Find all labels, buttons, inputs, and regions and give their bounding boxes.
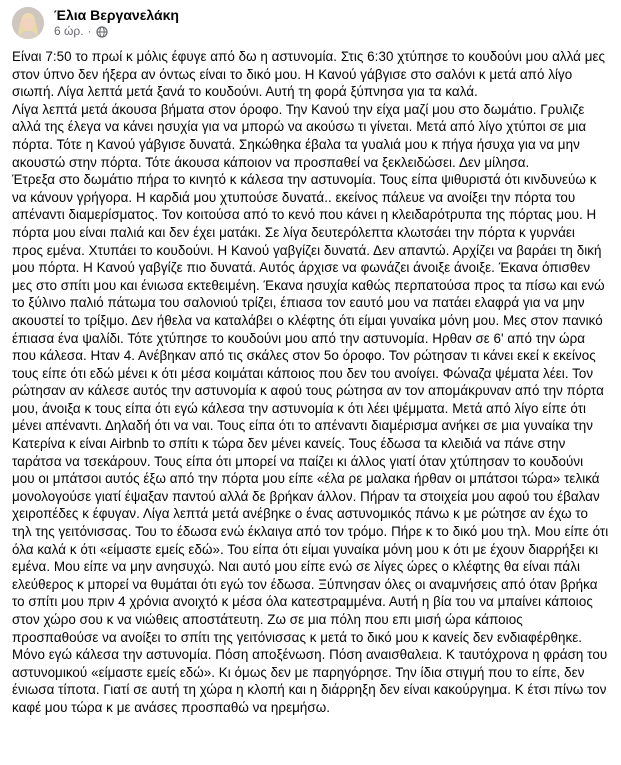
avatar[interactable] (12, 7, 44, 39)
avatar-image (12, 7, 44, 39)
globe-icon[interactable] (96, 26, 108, 38)
post-paragraph: Έτρεξα στο δωμάτιο πήρα το κινητό κ κάλεσα την αστυνομία. Τους είπα ψιθυριστά ότι κινδυνεύω κ να κάνουν γρήγορα. Η καρδιά μου χτυπούσε δυνατά.. εκείνος πάλευε να ανοίξει την πόρτα του απέναντι διαμερίσματος. Τον κοιτούσα από το κενό που κάνει η κλειδαρότρυπα της πόρτας μου. Η πόρτα μου είναι παλιά και δεν έχει ματάκι. Σε λίγα δευτερόλεπτα κλωτσάει την πόρτα κ γυρνάει προς εμένα. Χτυπάει το κουδούνι. Η Κανού γαβγίζει δυνατά. Δεν απαντώ. Αρχίζει να βαράει τη δική μου πόρτα. Η Κανού γαβγίζε πιο δυνατά. Αυτός άρχισε να φωνάζει άνοιξε άνοιξε. Έκανα όπισθεν μες στο σπίτι μου και ένιωσα εκτεθειμένη. Έκανα ησυχία καθώς περπατούσα προς τα πίσω και ενώ το ξύλινο παλιό πάτωμα του σαλονιού τρίζει, έπιασα τον εαυτό μου να πατάει ελαφρά για να μην ακουστεί το τρίξιμο. Δεν ήθελα να καταλάβει ο κλέφτης ότι είμαι γυναίκα μόνη μου. Μες στον πανικό έπιασα ένα ψαλίδι. Τότε χτύπησε το κουδούνι μου από την αστυνομία. Ηρθαν σε 6' από την ώρα που κάλεσα. Ηταν 4. Ανέβηκαν από τις σκάλες στον 5ο όροφο. Τον ρώτησαν τι κάνει εκεί κ εκείνος τους είπε ότι εδώ μένει κ ότι μέσα κοιμάται κάποιος που δεν του ανοίγει. Φώναζα ψέματα λέει. Τον ρώτησαν αν κάλεσε αυτός την αστυνομία κ αφού τους ρώτησα αν τον απομάκρυναν από την πόρτα μου, άνοιξα κ τους είπα ότι εγώ κάλεσα την αστυνομία κ ότι λέει ψέμματα. Μετά από λίγο είπε ότι μένει απέναντι. Δηλαδή ότι να ναι. Τους είπα ότι το απέναντι διαμέρισμα ανήκει σε μια γυναίκα την Κατερίνα κ είναι Airbnb το σπίτι κ τώρα δεν μένει κανείς. Τους έδωσα τα κλειδιά να πάνε στην ταράτσα να τσεκάρουν. Τους είπα ότι μπορεί να παίζει κι άλλος γιατί όταν χτύπησαν το κουδούνι μου οι μπάτσοι αυτός έξω από την πόρτα μου είπε «έλα ρε μαλακα ήρθαν οι μπάτσοι τώρα» τελικά μονολογούσε γιατί έψαξαν παντού αλλά δε βρήκαν άλλον. Πήραν τα στοιχεία μου αφού του έβαλαν χειροπέδες κ έφυγαν. Λίγα λεπτά μετά ανέβηκε ο ένας αστυνομικός πάνω κ με ρώτησε αν έχω το τηλ της γειτόνισσας. Του το έδωσα ενώ έκλαιγα από τον τρόμο. Πήρε κ το δικό μου τηλ. Μου είπε ότι όλα καλά κ ότι «είμαστε εμείς εδώ». Του είπα ότι είμαι γυναίκα μόνη μου κ ότι με έχουν διαρρήξει κι εμένα. Μου είπε να μην ανησυχώ. Ναι αυτό μου είπε ενώ σε λίγες ώρες ο κλέφτης θα είναι πάλι ελεύθερος κ μπορεί να θυμάται ότι εγώ τον έδωσα. Ξύπνησαν όλες οι αναμνήσεις από όταν βρήκα το σπίτι μου πριν 4 χρόνια ανοιχτό κ μέσα όλα κατεστραμμένα. Αυτή η βία του να μπαίνει κάποιος στον χώρο σου κ να νιώθεις αποστάτευτη. Ζω σε μια πόλη που επι μισή ώρα κάποιος προσπαθούσε να ανοίξει το σπίτι της γειτόνισσας κ μετά το δικό μου κ κανείς δεν ενδιαφέρθηκε. Μόνο εγώ κάλεσα την αστυνομία. Πόση αποξένωση. Πόση αναισθαλεια. Κ ταυτόχρονα η φράση του αστυνομικού «είμαστε εμείς εδώ». Κι όμως δεν με παρηγόρησε. Την ίδια στιγμή που το είπε, δεν ένιωσα τίποτα. Γιατί σε αυτή τη χώρα η κλοπή και η διάρρηξη δεν είναι κακούργημα. Κ έτσι πίνω τον καφέ μου τώρα κ με ανάσες προσπαθώ να ηρεμήσω. (12, 172, 609, 715)
post-subline (54, 25, 179, 38)
post-paragraph: Λίγα λεπτά μετά άκουσα βήματα στον όροφο. Την Κανού την είχα μαζί μου στο δωμάτιο. Γρυλιζε αλλά της έλεγα να κάνει ησυχία για να μπορώ να ακούσω τι γίνεται. Μετά από λίγο χτύποι σε μια πόρτα. Τότε η Κανού γάβγισε δυνατά. Σηκώθηκα έβαλα τα γυαλιά μου κ πήγα ήσυχα για να μην ακουστώ στην πόρτα. Τότε άκουσα κάποιον να προσπαθεί να ξεκλειδώσει. Δεν μίλησα. (12, 101, 587, 170)
post-meta (54, 8, 179, 39)
post-paragraph: Είναι 7:50 το πρωί κ μόλις έφυγε από δω η αστυνομία. Στις 6:30 χτύπησε το κουδούνι μου αλλά μες στον ύπνο δεν ήξερα αν όντως είναι το δικό μου. Η Κανού γάβγισε στο σαλόνι κ μετά από λίγο σιωπή. Λίγα λεπτά μετά ξανά το κουδούνι. Αυτή τη φορά ξύπνησα για τα καλά. (12, 49, 606, 100)
post-body (12, 48, 609, 717)
separator: · (87, 24, 92, 39)
post-header (12, 6, 609, 40)
post-timestamp[interactable]: 6 ώρ. (54, 24, 84, 39)
author-name[interactable]: Έλια Βεργανελάκη (54, 6, 179, 23)
